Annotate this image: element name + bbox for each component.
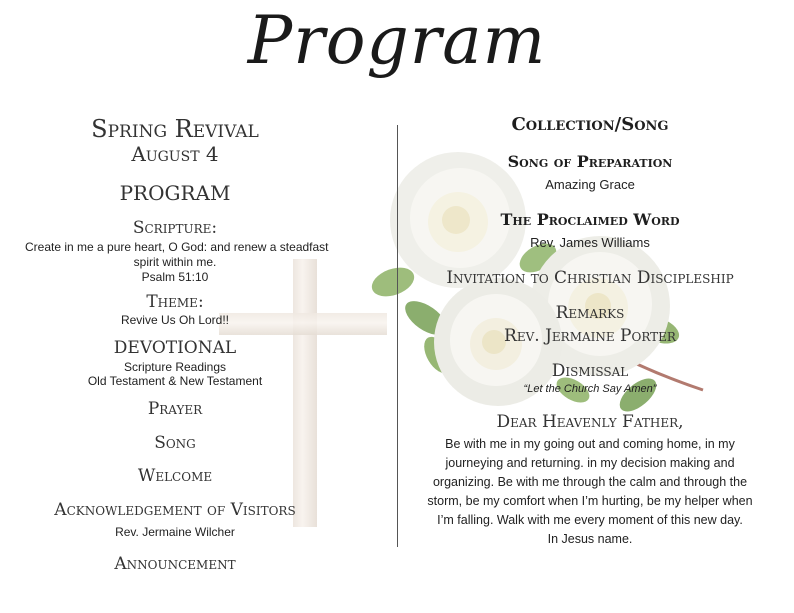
prayer-line: Be with me in my going out and coming home, in my <box>445 437 735 451</box>
remarks-name: Rev. Jermaine Porter <box>504 326 676 346</box>
event-date: August 4 <box>131 142 219 166</box>
song-item: Song <box>154 433 196 453</box>
right-column <box>410 0 770 613</box>
proclaimed-word-heading: The Proclaimed Word <box>500 210 680 229</box>
devotional-line-1: Scripture Readings <box>123 360 227 374</box>
prayer-line: journeying and returning. in my decision making and <box>445 456 735 470</box>
prayer-line: storm, be my comfort when I’m hurting, be my helper when <box>427 494 753 508</box>
remarks-heading: Remarks <box>555 303 625 323</box>
song-preparation-text: Amazing Grace <box>545 177 635 192</box>
dismissal-heading: Dismissal <box>551 361 629 381</box>
proclaimed-word-text: Rev. James Williams <box>530 235 650 250</box>
scripture-heading: Scripture: <box>132 218 218 238</box>
theme-text: Revive Us Oh Lord!! <box>120 313 230 327</box>
prayer-item: Prayer <box>147 399 203 419</box>
page-title: Program <box>247 2 547 79</box>
acknowledgement-heading: Acknowledgement of Visitors <box>54 500 296 520</box>
prayer-line: I’m falling. Walk with me every moment of this new day. <box>437 513 743 527</box>
dismissal-text: “Let the Church Say Amen” <box>523 383 657 395</box>
acknowledgement-name: Rev. Jermaine Wilcher <box>115 525 235 539</box>
program-heading: PROGRAM <box>119 181 231 205</box>
devotional-line-2: Old Testament & New Testament <box>87 374 263 388</box>
scripture-reference: Psalm 51:10 <box>141 270 209 284</box>
prayer-heading: Dear Heavenly Father, <box>496 412 684 432</box>
scripture-line-1: Create in me a pure heart, O God: and renew a steadfast <box>25 240 329 254</box>
theme-heading: Theme: <box>146 292 204 312</box>
event-title: Spring Revival <box>91 115 259 143</box>
announcement-item: Announcement <box>114 554 236 574</box>
prayer-line: In Jesus name. <box>547 532 633 546</box>
collection-heading: Collection/Song <box>511 114 669 135</box>
invitation-heading: Invitation to Christian Discipleship <box>446 268 734 288</box>
song-preparation-heading: Song of Preparation <box>507 152 673 171</box>
column-divider <box>397 125 398 547</box>
left-column <box>25 0 329 613</box>
scripture-line-2: spirit within me. <box>133 255 217 269</box>
prayer-line: organizing. Be with me through the calm and through the <box>432 475 748 489</box>
welcome-item: Welcome <box>137 466 213 486</box>
devotional-heading: DEVOTIONAL <box>113 338 237 358</box>
